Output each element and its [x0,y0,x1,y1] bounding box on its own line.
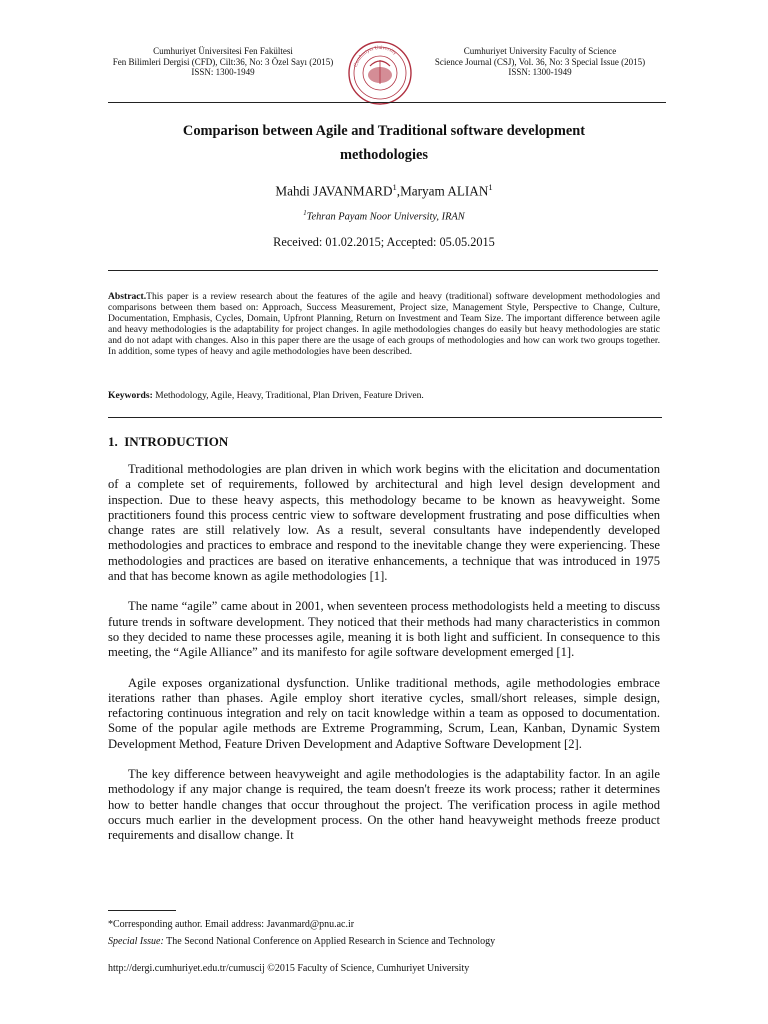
header-left-line: Fen Bilimleri Dergisi (CFD), Cilt:36, No: 3 Özel Sayı (2015) [112,56,334,67]
header-left [108,46,338,78]
affiliation-text: Tehran Payam Noor University, IRAN [306,211,465,223]
abstract-text: This paper is a review research about the features of the agile and heavy (traditional) software development methodologies and comparisons between them based on: Approach, Success Measurement, Project size, Management Style, Perspective to Change, Culture, Documentation, Emphasis, Cycles, Domain, Upfront Planning, Return on Investment and Team Size. The important difference between agile and heavy methodologies is the adaptability for project changes. In agile methodologies changes do easily but heavy methodologies are static and do not adapt with changes. Also in this paper there are the usage of each groups of methodologies and how can work two groups together. In addition, some types of heavy and agile methodologies have been described. [108,291,660,358]
divider [108,417,662,418]
title-line: Comparison between Agile and Traditional software development [182,123,586,139]
keywords-text: Methodology, Agile, Heavy, Traditional, Plan Driven, Feature Driven. [152,390,424,401]
keywords [108,390,660,401]
page-footer: http://dergi.cumhuriyet.edu.tr/cumuscij ©2015 Faculty of Science, Cumhuriyet University [108,963,470,974]
paragraph: The key difference between heavyweight and agile methodologies is the adaptability factor. In an agile methodology if any major change is required, the team doesn't freeze its work process; rather it determines how to better handle changes that occur throughout the project. The verification process in agile method occurs much earlier in the development process. On the other hand heavyweight methods freeze product requirements and disallow change. It [108,767,660,843]
authors [108,182,660,199]
affiliation-mark: 1 [303,210,307,217]
title-line: methodologies [340,147,428,163]
author-name: Maryam ALIAN [400,183,489,199]
paragraph: Agile exposes organizational dysfunction. Unlike traditional methods, agile methodologies embrace iterations rather than phases. Agile employ short iterative cycles, small/short releases, simple design, refactoring continuous integration and rely on tacit knowledge within a team as opposed to documentation. Some of the popular agile methods are Extreme Programming, Scrum, Lean, Kanban, Dynamic System Development Method, Feature Driven Development and Adaptive Software Development [2]. [108,675,660,751]
section-number: 1. [108,434,118,449]
affiliation [108,210,660,222]
body-text [108,462,660,844]
section-heading [108,434,228,450]
paragraph: The name “agile” came about in 2001, when seventeen process methodologists held a meeting to discuss future trends in software development. They noticed that their methods had many characteristics in common so they decided to name these processes agile, meaning it is both light and sufficient. In consequence to this meeting, the “Agile Alliance” and its manifesto for agile software development emerged [1]. [108,599,660,660]
paper-title [108,119,660,167]
section-title: INTRODUCTION [124,434,229,449]
corresponding-author-footnote: *Corresponding author. Email address: Javanmard@pnu.ac.ir [108,919,355,930]
special-issue-label: Special Issue: [108,936,164,947]
keywords-label: Keywords: [108,390,153,401]
header-left-line: Cumhuriyet Üniversitesi Fen Fakültesi [153,46,293,56]
abstract [108,291,660,358]
received-accepted-dates: Received: 01.02.2015; Accepted: 05.05.2015 [273,235,495,249]
header-right [420,46,660,78]
university-seal-icon [344,40,416,106]
author-affiliation-mark: 1 [488,182,493,192]
journal-header [108,46,660,102]
author-separator: , [396,183,401,199]
divider [108,270,658,271]
header-divider [108,102,666,103]
footnote-divider [108,910,176,911]
author-name: Mahdi JAVANMARD [275,183,393,199]
abstract-label: Abstract. [108,291,147,302]
paragraph: Traditional methodologies are plan driven in which work begins with the elicitation and documentation of a complete set of requirements, followed by architectural and high level design development and inspection. Due to these heavy aspects, this methodology became to be known as heavyweight. Some practitioners found this process centric view to software development frustrating and pose difficulties when change rates are still relatively low. As a result, several consultants have independently developed methodologies and practices to embrace and respond to the inevitable change they were experiencing. These methodologies and practices are based on iterative enhancements, a technique that was introduced in 1975 and that has become known as agile methodologies [1]. [108,462,660,584]
special-issue-text: The Second National Conference on Applied Research in Science and Technology [163,936,496,947]
header-right-line: Science Journal (CSJ), Vol. 36, No: 3 Special Issue (2015) [434,56,646,67]
special-issue-note [108,936,495,947]
seal-text: Cumhuriyet University [352,44,398,68]
header-left-line: ISSN: 1300-1949 [191,67,255,77]
header-right-line: ISSN: 1300-1949 [508,67,572,77]
author-affiliation-mark: 1 [392,182,397,192]
header-right-line: Cumhuriyet University Faculty of Science [463,46,617,56]
